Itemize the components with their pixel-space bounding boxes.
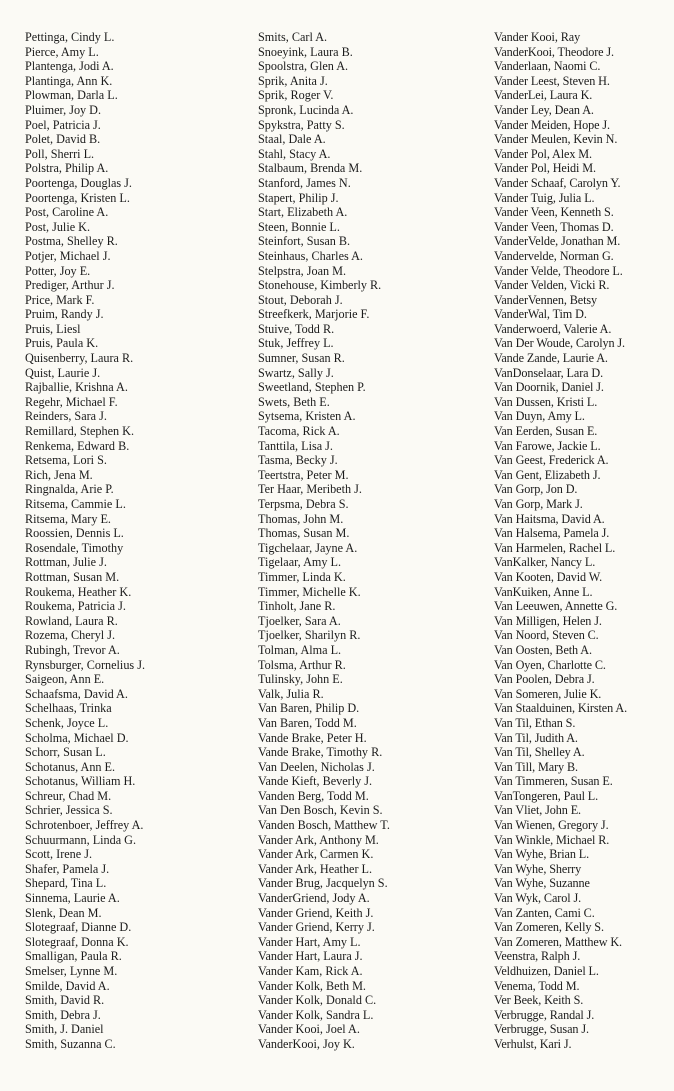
name-entry: Vander Leest, Steven H. bbox=[494, 73, 610, 88]
name-entry: Sinnema, Laurie A. bbox=[25, 891, 120, 906]
name-entry: Van Zomeren, Matthew K. bbox=[494, 934, 623, 949]
name-entry: Rubingh, Trevor A. bbox=[25, 642, 120, 657]
name-entry: Tjoelker, Sharilyn R. bbox=[258, 628, 361, 643]
name-column-3 bbox=[494, 30, 670, 1052]
name-entry: Staal, Dale A. bbox=[258, 132, 326, 147]
name-entry: Rowland, Laura R. bbox=[25, 613, 118, 628]
name-entry: Vander Hart, Amy L. bbox=[258, 934, 361, 949]
name-entry: VanDonselaar, Lara D. bbox=[494, 365, 604, 380]
name-entry: Rottman, Julie J. bbox=[25, 555, 107, 570]
name-entry: Vander Velden, Vicki R. bbox=[494, 278, 610, 293]
name-entry: Stahl, Stacy A. bbox=[258, 146, 331, 161]
name-entry: Vander Schaaf, Carolyn Y. bbox=[494, 175, 621, 190]
name-entry: Schrotenboer, Jeffrey A. bbox=[25, 818, 144, 833]
name-entry: Timmer, Michelle K. bbox=[258, 584, 361, 599]
name-entry: VanKuiken, Anne L. bbox=[494, 584, 593, 599]
name-entry: Swartz, Sally J. bbox=[258, 365, 334, 380]
name-entry: Ter Haar, Meribeth J. bbox=[258, 482, 362, 497]
name-entry: Regehr, Michael F. bbox=[25, 394, 118, 409]
name-entry: Vander Hart, Laura J. bbox=[258, 949, 363, 964]
name-entry: Van Haitsma, David A. bbox=[494, 511, 605, 526]
name-entry: Van Leeuwen, Annette G. bbox=[494, 599, 618, 614]
name-entry: Vander Brug, Jacquelyn S. bbox=[258, 876, 388, 891]
name-entry: Potjer, Michael J. bbox=[25, 248, 111, 263]
name-entry: Spoolstra, Glen A. bbox=[258, 59, 349, 74]
name-entry: Vander Ark, Carmen K. bbox=[258, 847, 374, 862]
name-entry: Schaafsma, David A. bbox=[25, 686, 128, 701]
name-entry: Vander Kooi, Joel A. bbox=[258, 1022, 360, 1037]
name-entry: Van Til, Shelley A. bbox=[494, 745, 585, 760]
name-entry: Vander Griend, Keith J. bbox=[258, 905, 374, 920]
name-entry: Pettinga, Cindy L. bbox=[25, 30, 115, 44]
name-column-1 bbox=[25, 30, 237, 1052]
name-entry: Smilde, David A. bbox=[25, 978, 110, 993]
name-entry: Van Harmelen, Rachel L. bbox=[494, 540, 616, 555]
name-entry: Post, Julie K. bbox=[25, 219, 91, 234]
name-entry: Vander Velde, Theodore L. bbox=[494, 263, 623, 278]
name-entry: Van Wienen, Gregory J. bbox=[494, 818, 609, 833]
name-entry: Scholma, Michael D. bbox=[25, 730, 129, 745]
name-entry: Van Wyhe, Suzanne bbox=[494, 876, 590, 891]
name-entry: Van Deelen, Nicholas J. bbox=[258, 759, 375, 774]
name-entry: Thomas, John M. bbox=[258, 511, 344, 526]
name-entry: Van Oyen, Charlotte C. bbox=[494, 657, 606, 672]
name-column-2 bbox=[258, 30, 483, 1052]
name-entry: VanKalker, Nancy L. bbox=[494, 555, 596, 570]
name-entry: Tulinsky, John E. bbox=[258, 672, 343, 687]
name-entry: Poortenga, Douglas J. bbox=[25, 175, 132, 190]
name-entry: Sytsema, Kristen A. bbox=[258, 409, 356, 424]
name-entry: Van Til, Ethan S. bbox=[494, 715, 576, 730]
name-entry: Rottman, Susan M. bbox=[25, 569, 120, 584]
name-entry: Van Till, Mary B. bbox=[494, 759, 578, 774]
name-entry: Rynsburger, Cornelius J. bbox=[25, 657, 145, 672]
name-entry: Steinhaus, Charles A. bbox=[258, 248, 363, 263]
name-entry: Van Oosten, Beth A. bbox=[494, 642, 592, 657]
name-entry: Sumner, Susan R. bbox=[258, 351, 345, 366]
name-entry: Roossien, Dennis L. bbox=[25, 526, 124, 541]
name-entry: Van Gorp, Mark J. bbox=[494, 497, 583, 511]
name-entry: Van Den Bosch, Kevin S. bbox=[258, 803, 383, 818]
name-entry: Vander Ark, Anthony M. bbox=[258, 832, 379, 847]
name-entry: Schreur, Chad M. bbox=[25, 788, 112, 803]
name-entry: Poortenga, Kristen L. bbox=[25, 190, 130, 205]
name-entry: VanderKooi, Theodore J. bbox=[494, 44, 614, 59]
name-entry: VanderGriend, Jody A. bbox=[258, 891, 370, 906]
name-entry: Rosendale, Timothy bbox=[25, 540, 124, 555]
name-entry: Vande Brake, Peter H. bbox=[258, 730, 367, 745]
name-entry: Rich, Jena M. bbox=[25, 467, 93, 482]
name-entry: Sweetland, Stephen P. bbox=[258, 380, 366, 395]
name-entry: Tigchelaar, Jayne A. bbox=[258, 540, 358, 555]
name-entry: Plantinga, Ann K. bbox=[25, 73, 113, 88]
name-entry: Ritsema, Cammie L. bbox=[25, 497, 126, 511]
name-entry: Tigelaar, Amy L. bbox=[258, 555, 342, 570]
name-entry: Vande Kieft, Beverly J. bbox=[258, 774, 373, 789]
name-entry: Post, Caroline A. bbox=[25, 205, 109, 220]
name-entry: Vande Zande, Laurie A. bbox=[494, 351, 608, 366]
name-entry: Vanden Bosch, Matthew T. bbox=[258, 818, 390, 833]
name-entry: Van Doornik, Daniel J. bbox=[494, 380, 604, 395]
name-entry: Van Der Woude, Carolyn J. bbox=[494, 336, 626, 351]
name-entry: Swets, Beth E. bbox=[258, 394, 330, 409]
name-entry: Van Someren, Julie K. bbox=[494, 686, 602, 701]
name-entry: Vander Kolk, Beth M. bbox=[258, 978, 366, 993]
name-entry: Van Gorp, Jon D. bbox=[494, 482, 578, 497]
name-entry: Prediger, Arthur J. bbox=[25, 278, 115, 293]
name-entry: Van Wyk, Carol J. bbox=[494, 891, 582, 906]
name-entry: Van Winkle, Michael R. bbox=[494, 832, 610, 847]
name-entry: Ringnalda, Arie P. bbox=[25, 482, 114, 497]
name-entry: Van Zomeren, Kelly S. bbox=[494, 920, 604, 935]
name-entry: Van Wyhe, Brian L. bbox=[494, 847, 590, 862]
name-entry: Sprik, Anita J. bbox=[258, 73, 328, 88]
name-entry: Stonehouse, Kimberly R. bbox=[258, 278, 382, 293]
name-entry: Van Geest, Frederick A. bbox=[494, 453, 609, 468]
name-entry: Van Farowe, Jackie L. bbox=[494, 438, 601, 453]
name-entry: VanderVennen, Betsy bbox=[494, 292, 598, 307]
name-entry: Smits, Carl A. bbox=[258, 30, 328, 44]
name-entry: Van Gent, Elizabeth J. bbox=[494, 467, 601, 482]
name-entry: Vanderwoerd, Valerie A. bbox=[494, 321, 612, 336]
name-entry: Vander Meiden, Hope J. bbox=[494, 117, 610, 132]
name-entry: Veldhuizen, Daniel L. bbox=[494, 964, 599, 978]
name-entry: Van Staalduinen, Kirsten A. bbox=[494, 701, 628, 716]
name-entry: Vander Veen, Kenneth S. bbox=[494, 205, 614, 220]
name-entry: Schelhaas, Trinka bbox=[25, 701, 112, 716]
name-entry: Rajballie, Krishna A. bbox=[25, 380, 128, 395]
name-entry: Stalbaum, Brenda M. bbox=[258, 161, 363, 176]
name-entry: Van Kooten, David W. bbox=[494, 569, 603, 584]
name-entry: Quist, Laurie J. bbox=[25, 365, 101, 380]
name-entry: Teertstra, Peter M. bbox=[258, 467, 349, 482]
name-entry: Smith, Suzanna C. bbox=[25, 1036, 116, 1051]
name-entry: Van Noord, Steven C. bbox=[494, 628, 599, 643]
name-entry: Van Eerden, Susan E. bbox=[494, 424, 598, 439]
name-entry: Terpsma, Debra S. bbox=[258, 497, 349, 511]
name-entry: Tjoelker, Sara A. bbox=[258, 613, 341, 628]
name-entry: Vande Brake, Timothy R. bbox=[258, 745, 383, 760]
name-entry: Van Til, Judith A. bbox=[494, 730, 578, 745]
name-entry: Ver Beek, Keith S. bbox=[494, 993, 584, 1008]
name-entry: Snoeyink, Laura B. bbox=[258, 44, 353, 59]
name-entry: Pruis, Paula K. bbox=[25, 336, 99, 351]
name-entry: Scott, Irene J. bbox=[25, 847, 93, 862]
name-entry: Stuk, Jeffrey L. bbox=[258, 336, 334, 351]
name-entry: Spronk, Lucinda A. bbox=[258, 102, 354, 117]
name-entry: Van Baren, Philip D. bbox=[258, 701, 360, 716]
name-entry: Vander Kam, Rick A. bbox=[258, 964, 363, 978]
name-entry: Venema, Todd M. bbox=[494, 978, 580, 993]
name-entry: Tasma, Becky J. bbox=[258, 453, 338, 468]
name-entry: Van Vliet, John E. bbox=[494, 803, 582, 818]
name-entry: Stout, Deborah J. bbox=[258, 292, 343, 307]
name-entry: Vanden Berg, Todd M. bbox=[258, 788, 369, 803]
name-entry: Vander Kolk, Sandra L. bbox=[258, 1007, 374, 1022]
name-entry: VanderKooi, Joy K. bbox=[258, 1036, 355, 1051]
name-entry: Schorr, Susan L. bbox=[25, 745, 106, 760]
name-entry: Van Milligen, Helen J. bbox=[494, 613, 602, 628]
name-entry: Van Poolen, Debra J. bbox=[494, 672, 595, 687]
name-entry: Ritsema, Mary E. bbox=[25, 511, 111, 526]
name-entry: Van Duyn, Amy L. bbox=[494, 409, 585, 424]
name-entry: Stelpstra, Joan M. bbox=[258, 263, 347, 278]
name-entry: Plowman, Darla L. bbox=[25, 88, 118, 103]
name-entry: Retsema, Lori S. bbox=[25, 453, 107, 468]
name-entry: Stuive, Todd R. bbox=[258, 321, 335, 336]
name-entry: Tolman, Alma L. bbox=[258, 642, 342, 657]
name-entry: Vander Pol, Heidi M. bbox=[494, 161, 596, 176]
name-entry: Vander Meulen, Kevin N. bbox=[494, 132, 618, 147]
name-entry: Smalligan, Paula R. bbox=[25, 949, 122, 964]
name-entry: Reinders, Sara J. bbox=[25, 409, 107, 424]
name-entry: Pluimer, Joy D. bbox=[25, 102, 102, 117]
name-entry: Van Zanten, Cami C. bbox=[494, 905, 595, 920]
name-entry: Verhulst, Kari J. bbox=[494, 1036, 572, 1051]
name-entry: Roukema, Heather K. bbox=[25, 584, 132, 599]
name-entry: Smith, David R. bbox=[25, 993, 105, 1008]
name-entry: Van Wyhe, Sherry bbox=[494, 861, 582, 876]
name-entry: Polstra, Philip A. bbox=[25, 161, 109, 176]
name-entry: Remillard, Stephen K. bbox=[25, 424, 134, 439]
name-entry: Vander Pol, Alex M. bbox=[494, 146, 592, 161]
name-entry: Pruis, Liesl bbox=[25, 321, 81, 336]
name-entry: Veenstra, Ralph J. bbox=[494, 949, 581, 964]
name-entry: Slotegraaf, Donna K. bbox=[25, 934, 129, 949]
name-entry: Van Baren, Todd M. bbox=[258, 715, 357, 730]
name-entry: Vander Tuig, Julia L. bbox=[494, 190, 595, 205]
name-entry: Vander Veen, Thomas D. bbox=[494, 219, 614, 234]
name-entry: Poel, Patricia J. bbox=[25, 117, 101, 132]
name-entry: Schotanus, William H. bbox=[25, 774, 136, 789]
name-entry: Tolsma, Arthur R. bbox=[258, 657, 346, 672]
name-entry: Steinfort, Susan B. bbox=[258, 234, 351, 249]
name-entry: Smith, J. Daniel bbox=[25, 1022, 104, 1037]
name-entry: Sprik, Roger V. bbox=[258, 88, 334, 103]
name-entry: Thomas, Susan M. bbox=[258, 526, 350, 541]
name-entry: VanderVelde, Jonathan M. bbox=[494, 234, 621, 249]
name-entry: Shepard, Tina L. bbox=[25, 876, 107, 891]
name-entry: Steen, Bonnie L. bbox=[258, 219, 340, 234]
name-entry: Plantenga, Jodi A. bbox=[25, 59, 114, 74]
name-entry: Quisenberry, Laura R. bbox=[25, 351, 134, 366]
name-entry: Streefkerk, Marjorie F. bbox=[258, 307, 370, 322]
name-entry: Saigeon, Ann E. bbox=[25, 672, 105, 687]
name-entry: Pruim, Randy J. bbox=[25, 307, 104, 322]
name-entry: Vander Ark, Heather L. bbox=[258, 861, 373, 876]
name-entry: Schotanus, Ann E. bbox=[25, 759, 116, 774]
name-entry: Smith, Debra J. bbox=[25, 1007, 101, 1022]
name-entry: Stapert, Philip J. bbox=[258, 190, 339, 205]
name-entry: Timmer, Linda K. bbox=[258, 569, 346, 584]
name-entry: Potter, Joy E. bbox=[25, 263, 91, 278]
name-entry: Start, Elizabeth A. bbox=[258, 205, 348, 220]
name-entry: Stanford, James N. bbox=[258, 175, 351, 190]
name-entry: VanTongeren, Paul L. bbox=[494, 788, 599, 803]
name-entry: Poll, Sherri L. bbox=[25, 146, 95, 161]
name-entry: Schenk, Joyce L. bbox=[25, 715, 109, 730]
name-entry: VanderWal, Tim D. bbox=[494, 307, 587, 322]
name-entry: Van Halsema, Pamela J. bbox=[494, 526, 610, 541]
name-entry: Tinholt, Jane R. bbox=[258, 599, 336, 614]
name-entry: Pierce, Amy L. bbox=[25, 44, 99, 59]
name-entry: Van Dussen, Kristi L. bbox=[494, 394, 598, 409]
name-entry: Verbrugge, Randal J. bbox=[494, 1007, 595, 1022]
name-entry: VanderLei, Laura K. bbox=[494, 88, 593, 103]
name-entry: Vanderlaan, Naomi C. bbox=[494, 59, 601, 74]
name-entry: Price, Mark F. bbox=[25, 292, 95, 307]
name-entry: Slotegraaf, Dianne D. bbox=[25, 920, 132, 935]
name-entry: Vander Griend, Kerry J. bbox=[258, 920, 375, 935]
name-entry: Schuurmann, Linda G. bbox=[25, 832, 137, 847]
name-entry: Slenk, Dean M. bbox=[25, 905, 102, 920]
name-entry: Vander Kolk, Donald C. bbox=[258, 993, 377, 1008]
name-entry: Vander Kooi, Ray bbox=[494, 30, 581, 44]
name-entry: Tacoma, Rick A. bbox=[258, 424, 340, 439]
name-entry: Postma, Shelley R. bbox=[25, 234, 118, 249]
name-entry: Spykstra, Patty S. bbox=[258, 117, 345, 132]
name-entry: Renkema, Edward B. bbox=[25, 438, 130, 453]
name-entry: Tanttila, Lisa J. bbox=[258, 438, 333, 453]
name-entry: Roukema, Patricia J. bbox=[25, 599, 126, 614]
name-entry: Van Timmeren, Susan E. bbox=[494, 774, 613, 789]
name-entry: Shafer, Pamela J. bbox=[25, 861, 110, 876]
name-entry: Vandervelde, Norman G. bbox=[494, 248, 614, 263]
name-entry: Vander Ley, Dean A. bbox=[494, 102, 594, 117]
name-entry: Rozema, Cheryl J. bbox=[25, 628, 116, 643]
name-entry: Polet, David B. bbox=[25, 132, 101, 147]
name-entry: Verbrugge, Susan J. bbox=[494, 1022, 589, 1037]
name-entry: Schrier, Jessica S. bbox=[25, 803, 113, 818]
name-entry: Smelser, Lynne M. bbox=[25, 964, 118, 978]
name-entry: Valk, Julia R. bbox=[258, 686, 324, 701]
